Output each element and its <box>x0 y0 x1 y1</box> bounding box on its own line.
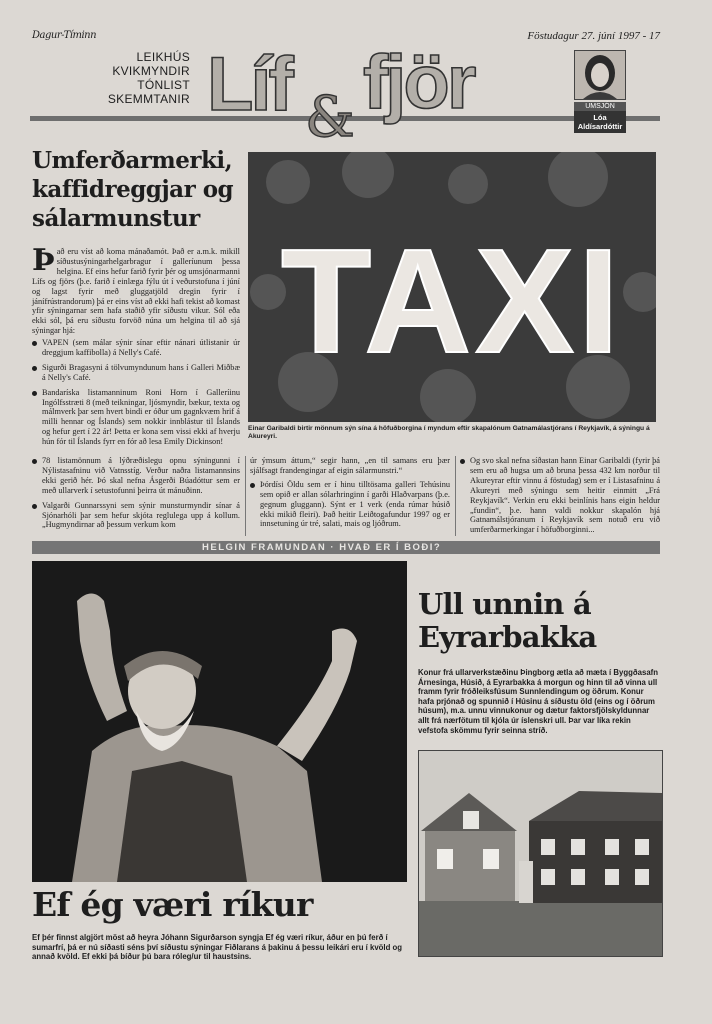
dateline: Föstudagur 27. júní 1997 - 17 <box>527 30 660 42</box>
list-item: 78 listamönnum á lýðræðislegu opnu sýningunni í Nýlistasafninu við Vatnsstíg. Verður naðra listamannsins ekki gerið hér. Þó skal nefna Ásgerði Búadóttur sem er með ullarverk í setustofunni þeirra út mánuðinn. <box>32 456 240 496</box>
article1-col2 <box>250 456 450 534</box>
editor-box <box>574 50 626 138</box>
section-logo <box>205 44 545 140</box>
article1-bullets-col1 <box>32 338 240 452</box>
taxi-sign-text: TAXI <box>280 219 624 384</box>
list-item: Valgarði Gunnarssyni sem sýnir munsturmyndir sínar á Sjónarhóli þar sem hefur skjóta reglulega upp á kollum. „Hugmyndirnar að þessum verkum kom <box>32 501 240 531</box>
logo-ampersand: & <box>305 85 355 140</box>
list-item: Og svo skal nefna síðastan hann Einar Garibaldi (fyrir þá sem eru að hugsa um að bruna þessa 432 km norður til Akureyrar eftir vinnu á föstudag) sem er í Listasafninu á Akureyri með sýningu sem heitir einmitt „Frá Reykjavík“. Verkin eru ekki beinlínis hans eigin heldur „fundin“, þ.e. hann valdi nokkur skapalón hjá Gatnamálstjóranum í Reykjavík sem notuð eru við umferðarmerkingar í höfuðborginni... <box>460 456 660 535</box>
article1-bullets-col3 <box>460 456 660 540</box>
drop-cap: Þ <box>32 243 55 278</box>
article3-headline: Ef ég væri ríkur <box>32 885 313 924</box>
column-divider <box>455 456 456 536</box>
list-item: Þórdísi Öldu sem er í hinu tilltösama galleri Tehúsinu sem opið er allan sólarhringinn í garði Hlaðvarpans (þ.e. gegnum gluggann). Sýnt er 1 verk (enda rúmar húsið ekki mikið fleiri). Það heitir Leiðtogafundur 1997 og er innsetuning úr tré, salati, mais og ljóðrum. <box>250 480 450 530</box>
section-categories <box>100 50 190 106</box>
editor-name-first: Lóa <box>593 113 607 122</box>
article1-bullets-col2 <box>250 480 450 530</box>
article1-lead <box>32 243 240 336</box>
article1-col2-text: úr ýmsum áttum,“ segir hann, „en til samans eru þær sjálfsagt frandengingar af eigin sálarmunstri.“ <box>250 456 450 475</box>
category-leikhus: LEIKHÚS <box>136 50 190 64</box>
article1-headline: Umferðarmerki, kaffidreggjar og sálarmunstur <box>32 147 234 232</box>
category-skemmtanir: SKEMMTANIR <box>107 92 190 106</box>
section-banner: HELGIN FRAMUNDAN · HVAÐ ER Í BOÐI? <box>32 541 660 554</box>
article2-headline: Ull unnin á Eyrarbakka <box>418 587 597 654</box>
article1-bullets-col1b <box>32 456 240 535</box>
house-photo <box>418 750 663 957</box>
article3-text: Ef þér finnst algjört möst að heyra Jóhann Sigurðarson syngja Ef ég væri ríkur, áður en þú ferð í sumarfrí, þá er nú síðasti séns því síðustu sýningar Fiðlarans á þakinu á þessu leikári eru í kvöld og annað kvöld. Ef ekki þá bíður þú bara róleg/ur til haustsins. <box>32 933 403 962</box>
editor-label: UMSJÓN <box>574 102 626 111</box>
taxi-photo-caption: Einar Garibaldi birtir mönnum sýn sína á höfuðborgina í myndum eftir skapalónum Gatnamálastjórans í Reykjavík, á sýningu á Akureyri. <box>248 425 650 440</box>
editor-photo <box>574 50 626 100</box>
category-tonlist: TÓNLIST <box>137 78 190 92</box>
logo-word-lif: Líf <box>207 44 291 127</box>
list-item: VAPEN (sem málar sýnir sínar eftir nánari útlistanir úr dreggjum kaffibolla) á Nelly's Café. <box>32 338 240 358</box>
column-divider <box>245 456 246 536</box>
logo-word-fjor: fjör <box>363 44 474 125</box>
paper-name: Dagur-Tíminn <box>32 30 97 41</box>
article1-lead-text: að eru víst að koma mánaðamót. Það er a.m.k. mikill síðustusýningarhelgarbragur í galleríunum þessa helgina. Ef eins hefur farið fyrir þér og umsjónarmanni Lífs og fjörs (þ.e. farið í einlæga fýlu út í veðurstofuna í júní og lagst fyrir með gluggatjöld dregin fyrir í jánífrústrandorum) þá er eins víst að ekki hafi tekist að komast yfir sýningarnar sem hafa staðið yfir síðustu vikur. Sól eða ekki sól, þá eru síðustu forvöð núna um helgina til að sjá sýningar hjá: <box>32 247 240 336</box>
taxi-photo <box>248 152 656 422</box>
list-item: Bandaríska listamanninum Roni Horn í Galleríinu Ingólfsstræti 8 (með teikningar, ljósmyndir, bækur, texta og málmverk þar sem hvert bindi er óður um gagnkvæm hrif á milli hennar og Íslands) sem nokkir innblástur til Íslands og hefur gert í 22 ár! Þetta er kona sem vissi ekki af hverju hún fór til Íslands fyrr en fór að lesa Emily Dickinson! <box>32 388 240 447</box>
category-kvikmyndir: KVIKMYNDIR <box>112 64 190 78</box>
editor-name <box>574 111 626 133</box>
article2-text: Konur frá ullarverkstæðinu Þingborg ætla að mæta í Byggðasafn Árnesinga, Húsið, á Eyrarbakka á morgun og hinn til að vinna ull framm fyrir fróðleiksfúsum Sunnlendingum og öðrum. Konur hafa prjónað og spunnið í Húsinu á síðustu öld (eins og í öðrum húsum), m.a. unnu vinnukonur og dætur faktorsfjölskyldunnar allt frá nærfötum til kjóla úr íslenskri ull. Þar var líka rekin vefstofa skömmu fyrir seinna stríð. <box>418 668 659 735</box>
editor-name-last: Aldísardóttir <box>577 122 623 131</box>
list-item: Sigurði Bragasyni á tölvumyndunum hans í Galleri Miðbæ á Nelly's Café. <box>32 363 240 383</box>
actor-photo <box>32 561 407 882</box>
